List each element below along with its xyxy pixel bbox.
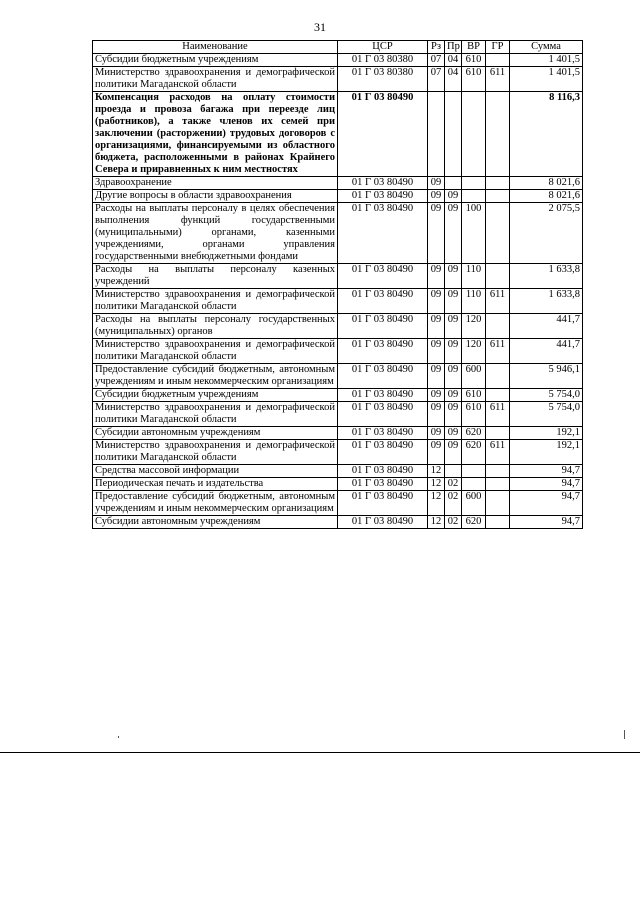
scan-speck: [118, 736, 119, 738]
row-rz: 09: [428, 364, 445, 389]
table-row-section-heading: [93, 92, 583, 177]
row-csr: 01 Г 03 80490: [338, 440, 428, 465]
row-rz: 12: [428, 465, 445, 478]
row-vr: 110: [462, 289, 486, 314]
row-gr: [486, 516, 510, 529]
row-pr: 09: [445, 440, 462, 465]
row-gr: [486, 92, 510, 177]
row-pr: 04: [445, 67, 462, 92]
header-csr: ЦСР: [338, 41, 428, 54]
row-rz: 09: [428, 339, 445, 364]
row-sum: 94,7: [510, 465, 583, 478]
row-gr: [486, 314, 510, 339]
row-name: Предоставление субсидий бюджетным, автономным учреждениям и иным некоммерческим организациям: [93, 364, 338, 389]
row-name: Средства массовой информации: [93, 465, 338, 478]
row-sum: 1 401,5: [510, 67, 583, 92]
row-sum: 192,1: [510, 427, 583, 440]
row-sum: 5 946,1: [510, 364, 583, 389]
page-number: 31: [314, 20, 326, 34]
row-pr: 02: [445, 516, 462, 529]
row-sum: 8 116,3: [510, 92, 583, 177]
row-name: Министерство здравоохранения и демографической политики Магаданской области: [93, 402, 338, 427]
row-csr: 01 Г 03 80490: [338, 203, 428, 264]
row-pr: 09: [445, 389, 462, 402]
row-vr: [462, 465, 486, 478]
row-name: Предоставление субсидий бюджетным, автономным учреждениям и иным некоммерческим организациям: [93, 491, 338, 516]
row-gr: 611: [486, 289, 510, 314]
table-row: [93, 339, 583, 364]
header-vr: ВР: [462, 41, 486, 54]
row-csr: 01 Г 03 80490: [338, 177, 428, 190]
row-pr: 09: [445, 339, 462, 364]
row-name: Министерство здравоохранения и демографической политики Магаданской области: [93, 440, 338, 465]
row-csr: 01 Г 03 80490: [338, 289, 428, 314]
row-sum: 1 633,8: [510, 264, 583, 289]
row-vr: [462, 190, 486, 203]
header-gr: ГР: [486, 41, 510, 54]
table-row: [93, 190, 583, 203]
table-row: [93, 516, 583, 529]
table-row: [93, 427, 583, 440]
row-vr: 620: [462, 516, 486, 529]
row-pr: 09: [445, 190, 462, 203]
row-csr: 01 Г 03 80490: [338, 516, 428, 529]
row-name: Субсидии автономным учреждениям: [93, 427, 338, 440]
row-name: Расходы на выплаты персоналу государственных (муниципальных) органов: [93, 314, 338, 339]
scan-speck: [624, 730, 625, 739]
row-vr: 620: [462, 440, 486, 465]
row-sum: 5 754,0: [510, 389, 583, 402]
row-sum: 8 021,6: [510, 190, 583, 203]
table-row: [93, 402, 583, 427]
row-csr: 01 Г 03 80490: [338, 465, 428, 478]
row-rz: 09: [428, 389, 445, 402]
row-gr: [486, 364, 510, 389]
row-sum: 441,7: [510, 314, 583, 339]
row-gr: [486, 427, 510, 440]
header-sum: Сумма: [510, 41, 583, 54]
row-sum: 441,7: [510, 339, 583, 364]
table-row: [93, 67, 583, 92]
row-pr: 04: [445, 54, 462, 67]
row-rz: 12: [428, 516, 445, 529]
header-rz: Рз: [428, 41, 445, 54]
row-pr: 09: [445, 203, 462, 264]
row-pr: [445, 465, 462, 478]
row-gr: [486, 190, 510, 203]
row-rz: 12: [428, 478, 445, 491]
row-csr: 01 Г 03 80490: [338, 389, 428, 402]
table-row: [93, 203, 583, 264]
row-rz: 12: [428, 491, 445, 516]
row-sum: 2 075,5: [510, 203, 583, 264]
row-csr: 01 Г 03 80490: [338, 427, 428, 440]
row-csr: 01 Г 03 80490: [338, 339, 428, 364]
table-row: [93, 364, 583, 389]
row-gr: [486, 54, 510, 67]
row-gr: 611: [486, 339, 510, 364]
row-vr: 610: [462, 402, 486, 427]
row-rz: 09: [428, 264, 445, 289]
row-gr: 611: [486, 440, 510, 465]
row-name: Министерство здравоохранения и демографической политики Магаданской области: [93, 67, 338, 92]
row-vr: 610: [462, 389, 486, 402]
row-pr: 09: [445, 289, 462, 314]
row-vr: 100: [462, 203, 486, 264]
row-rz: 09: [428, 314, 445, 339]
row-vr: 610: [462, 67, 486, 92]
table-row: [93, 289, 583, 314]
row-csr: 01 Г 03 80380: [338, 67, 428, 92]
row-rz: 07: [428, 54, 445, 67]
row-rz: 09: [428, 190, 445, 203]
row-sum: 94,7: [510, 478, 583, 491]
row-name: Компенсация расходов на оплату стоимости проезда и провоза багажа при переезде лиц (работников), а также членов их семей при заключении (расторжении) трудовых договоров с организациями, финансируемыми из областного бюджета, расположенными в районах Крайнего Севера и приравненных к ним местностях: [93, 92, 338, 177]
row-csr: 01 Г 03 80490: [338, 478, 428, 491]
row-sum: 1 633,8: [510, 289, 583, 314]
row-gr: [486, 203, 510, 264]
table-header-row: [93, 41, 583, 54]
row-pr: [445, 177, 462, 190]
row-csr: 01 Г 03 80490: [338, 264, 428, 289]
row-name: Периодическая печать и издательства: [93, 478, 338, 491]
row-csr: 01 Г 03 80490: [338, 314, 428, 339]
row-rz: [428, 92, 445, 177]
row-rz: 09: [428, 402, 445, 427]
row-vr: [462, 177, 486, 190]
row-sum: 5 754,0: [510, 402, 583, 427]
row-pr: 09: [445, 264, 462, 289]
row-vr: 110: [462, 264, 486, 289]
row-gr: [486, 465, 510, 478]
row-vr: 620: [462, 427, 486, 440]
row-csr: 01 Г 03 80380: [338, 54, 428, 67]
row-name: Субсидии автономным учреждениям: [93, 516, 338, 529]
row-name: Министерство здравоохранения и демографической политики Магаданской области: [93, 289, 338, 314]
row-sum: 94,7: [510, 491, 583, 516]
table-row: [93, 314, 583, 339]
header-name: Наименование: [93, 41, 338, 54]
row-rz: 07: [428, 67, 445, 92]
table-row: [93, 440, 583, 465]
row-name: Расходы на выплаты персоналу казенных учреждений: [93, 264, 338, 289]
row-vr: 600: [462, 491, 486, 516]
row-vr: [462, 478, 486, 491]
row-name: Субсидии бюджетным учреждениям: [93, 389, 338, 402]
row-name: Министерство здравоохранения и демографической политики Магаданской области: [93, 339, 338, 364]
row-vr: [462, 92, 486, 177]
row-gr: 611: [486, 67, 510, 92]
header-pr: Пр: [445, 41, 462, 54]
row-pr: 09: [445, 364, 462, 389]
row-rz: 09: [428, 440, 445, 465]
row-name: Другие вопросы в области здравоохранения: [93, 190, 338, 203]
row-gr: [486, 389, 510, 402]
row-pr: 02: [445, 491, 462, 516]
row-vr: 120: [462, 314, 486, 339]
table-row: [93, 177, 583, 190]
table-row: [93, 54, 583, 67]
row-gr: [486, 491, 510, 516]
row-csr: 01 Г 03 80490: [338, 364, 428, 389]
row-name: Расходы на выплаты персоналу в целях обеспечения выполнения функций государственными (муниципальными) органами, казенными учреждениями, органами управления государственными внебюджетными фондами: [93, 203, 338, 264]
row-sum: 192,1: [510, 440, 583, 465]
row-rz: 09: [428, 289, 445, 314]
row-name: Субсидии бюджетным учреждениям: [93, 54, 338, 67]
row-rz: 09: [428, 427, 445, 440]
table-body: [93, 54, 583, 529]
row-csr: 01 Г 03 80490: [338, 491, 428, 516]
table-row: [93, 491, 583, 516]
row-rz: 09: [428, 177, 445, 190]
row-pr: 09: [445, 427, 462, 440]
row-gr: [486, 177, 510, 190]
table-row: [93, 389, 583, 402]
row-sum: 1 401,5: [510, 54, 583, 67]
row-sum: 8 021,6: [510, 177, 583, 190]
row-csr: 01 Г 03 80490: [338, 402, 428, 427]
row-gr: [486, 264, 510, 289]
row-csr: 01 Г 03 80490: [338, 92, 428, 177]
row-gr: 611: [486, 402, 510, 427]
row-pr: 09: [445, 402, 462, 427]
page-edge-rule: [0, 752, 640, 753]
row-pr: 09: [445, 314, 462, 339]
row-vr: 610: [462, 54, 486, 67]
row-pr: [445, 92, 462, 177]
budget-table: [92, 40, 583, 529]
row-vr: 600: [462, 364, 486, 389]
row-csr: 01 Г 03 80490: [338, 190, 428, 203]
row-vr: 120: [462, 339, 486, 364]
table-row: [93, 478, 583, 491]
table-row: [93, 264, 583, 289]
table-row: [93, 465, 583, 478]
row-name: Здравоохранение: [93, 177, 338, 190]
row-gr: [486, 478, 510, 491]
row-rz: 09: [428, 203, 445, 264]
row-sum: 94,7: [510, 516, 583, 529]
row-pr: 02: [445, 478, 462, 491]
